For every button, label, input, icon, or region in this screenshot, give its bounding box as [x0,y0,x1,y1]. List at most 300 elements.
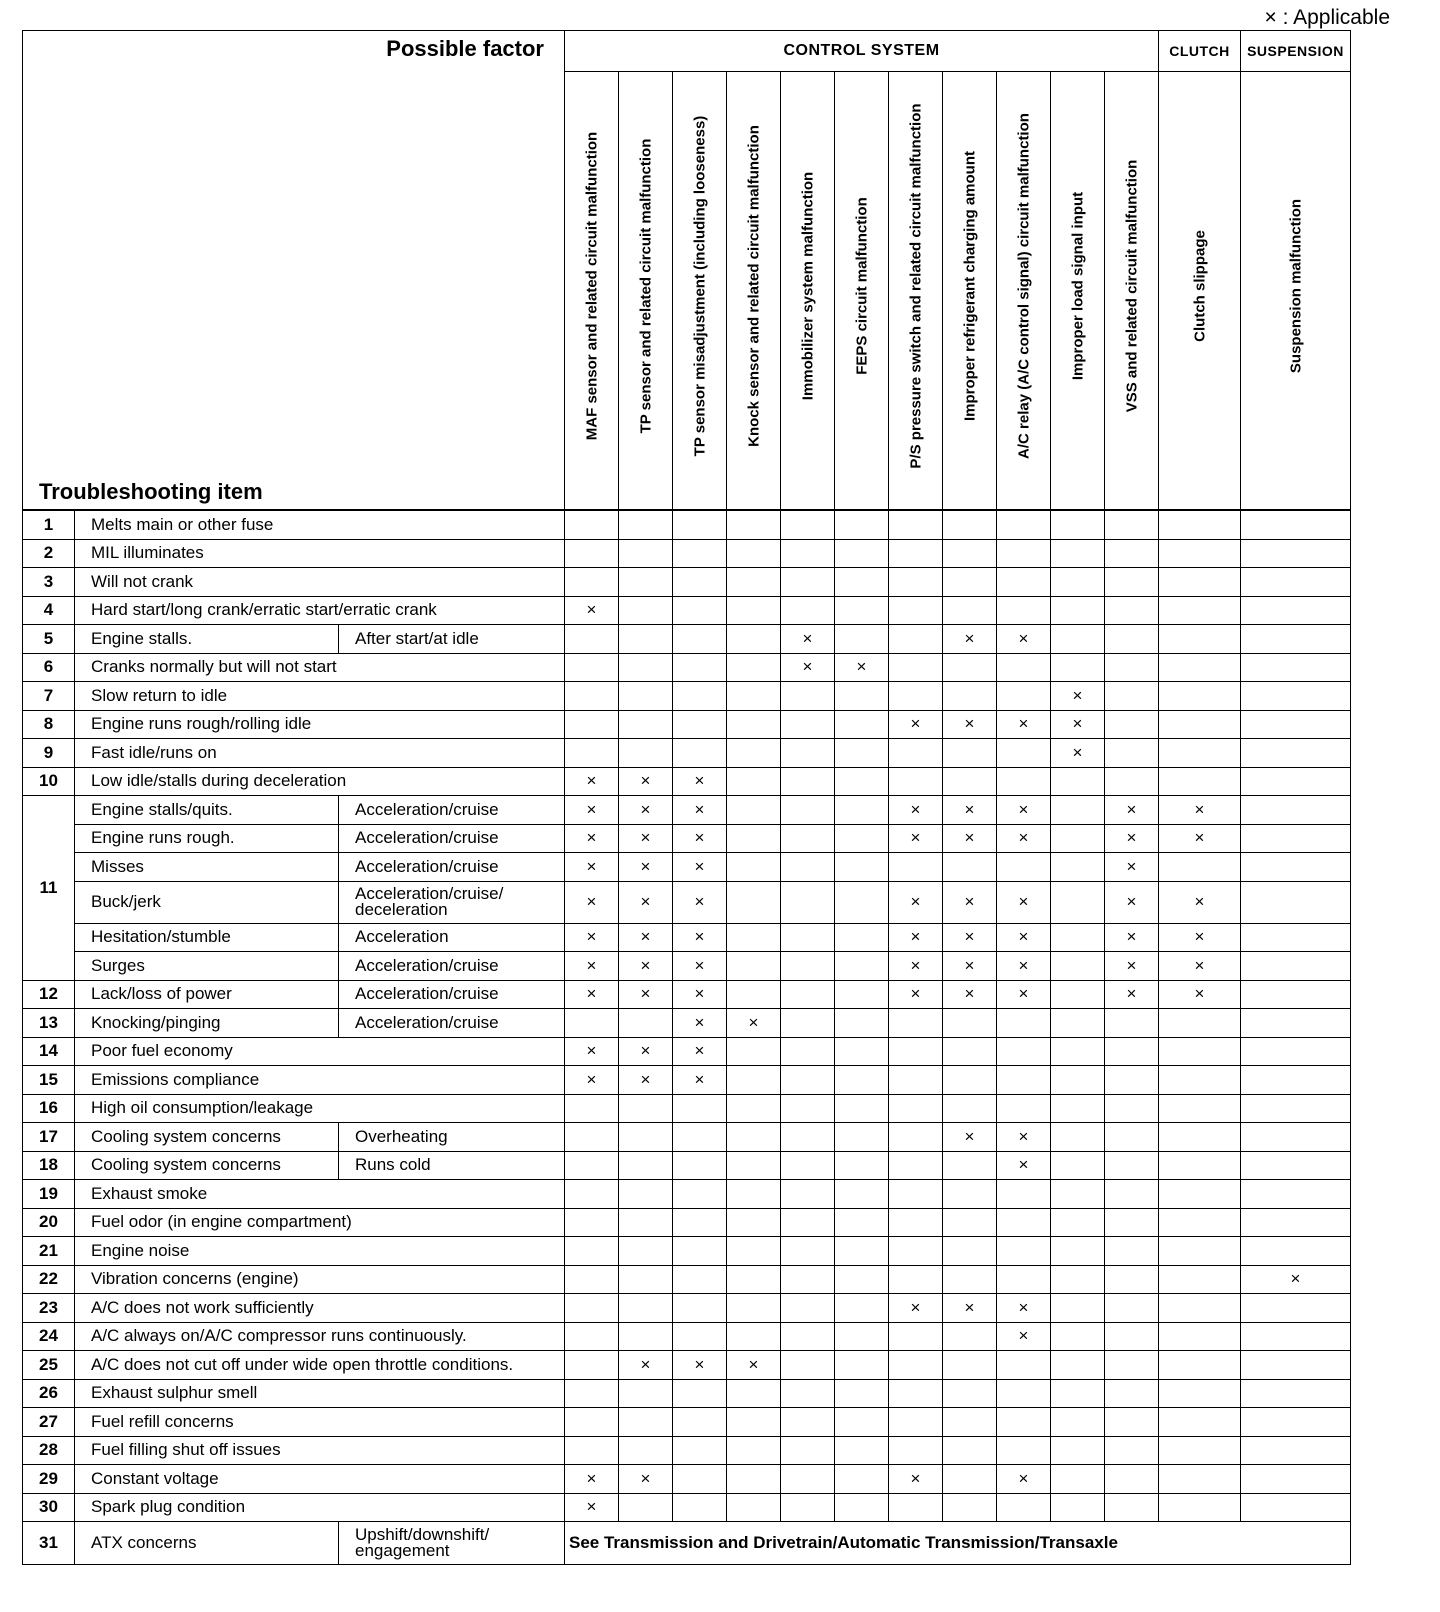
factor-cell [1241,1351,1351,1380]
factor-cell [1105,682,1159,711]
factor-cell [1159,568,1241,597]
factor-cell [943,1151,997,1180]
factor-cell [1241,1294,1351,1323]
applicable-mark: × [1105,853,1159,882]
factor-cell [997,596,1051,625]
factor-header-3 [673,72,727,510]
factor-cell [781,1465,835,1494]
applicable-mark: × [1105,980,1159,1009]
applicable-mark: × [565,1066,619,1095]
factor-cell [889,739,943,768]
factor-cell [781,1265,835,1294]
factor-cell [727,1379,781,1408]
factor-cell [835,739,889,768]
factor-cell [1105,1094,1159,1123]
table-row [23,1123,1351,1152]
factor-cell [1051,1322,1105,1351]
factor-cell [889,1151,943,1180]
applicable-mark: × [1159,824,1241,853]
factor-cell [889,1237,943,1266]
row-number: 19 [23,1180,75,1209]
factor-cell [1105,1408,1159,1437]
factor-cell [727,1322,781,1351]
factor-cell [727,853,781,882]
applicable-mark: × [727,1009,781,1038]
factor-cell [1051,1094,1105,1123]
factor-cell [997,1436,1051,1465]
factor-cell [1051,1294,1105,1323]
factor-cell [727,767,781,796]
factor-cell [673,1123,727,1152]
table-row [23,767,1351,796]
applicable-mark: × [997,1322,1051,1351]
factor-cell [565,682,619,711]
factor-cell [619,1180,673,1209]
applicable-mark: × [943,796,997,825]
troubleshooting-item: Fuel odor (in engine compartment) [75,1208,565,1237]
factor-cell [1241,1151,1351,1180]
condition: Runs cold [339,1151,565,1180]
factor-header-1 [565,72,619,510]
factor-cell [781,1208,835,1237]
row-number: 9 [23,739,75,768]
troubleshooting-table-frame [22,30,1351,1565]
factor-cell [943,1465,997,1494]
applicable-mark: × [619,824,673,853]
factor-cell [889,853,943,882]
legend: × : Applicable [1264,6,1390,29]
factor-cell [619,596,673,625]
applicable-mark: × [997,952,1051,981]
factor-cell [727,1265,781,1294]
factor-cell [1051,1037,1105,1066]
factor-cell [1241,1094,1351,1123]
factor-cell [619,539,673,568]
factor-cell [619,1379,673,1408]
factor-cell [1159,596,1241,625]
factor-cell [997,1094,1051,1123]
factor-cell [565,539,619,568]
troubleshooting-item-label: Troubleshooting item [39,479,263,504]
factor-cell [1105,1465,1159,1494]
factor-cell [727,952,781,981]
table-row [23,853,1351,882]
factor-cell [727,923,781,952]
factor-cell [1105,1037,1159,1066]
factor-cell [565,1351,619,1380]
table-row [23,1009,1351,1038]
applicable-mark: × [619,952,673,981]
row-number: 18 [23,1151,75,1180]
applicable-mark: × [673,796,727,825]
troubleshooting-item: Vibration concerns (engine) [75,1265,565,1294]
factor-cell [997,682,1051,711]
factor-cell [619,510,673,539]
factor-cell [565,568,619,597]
factor-cell [1241,1408,1351,1437]
troubleshooting-item: Hard start/long crank/erratic start/erratic crank [75,596,565,625]
row-number: 15 [23,1066,75,1095]
factor-cell [997,1237,1051,1266]
table-row [23,596,1351,625]
factor-cell [997,1208,1051,1237]
factor-cell [1241,1465,1351,1494]
factor-cell [781,568,835,597]
factor-cell [943,1094,997,1123]
factor-cell [1105,1379,1159,1408]
factor-header-12 [1159,72,1241,510]
factor-cell [1241,596,1351,625]
applicable-mark: × [835,653,889,682]
factor-cell [1241,767,1351,796]
factor-cell [781,1180,835,1209]
row-number: 17 [23,1123,75,1152]
factor-cell [1159,653,1241,682]
factor-cell [727,1436,781,1465]
factor-cell [1105,1493,1159,1522]
factor-cell [997,510,1051,539]
factor-cell [889,1265,943,1294]
factor-cell [619,710,673,739]
factor-cell [781,853,835,882]
factor-cell [1159,1037,1241,1066]
factor-cell [727,1208,781,1237]
factor-cell [781,824,835,853]
factor-cell [1241,824,1351,853]
factor-cell [835,1037,889,1066]
applicable-mark: × [997,1294,1051,1323]
factor-cell [727,710,781,739]
row-number: 20 [23,1208,75,1237]
factor-cell [1051,653,1105,682]
factor-cell [565,1123,619,1152]
factor-cell [727,510,781,539]
group-suspension: SUSPENSION [1241,31,1351,72]
applicable-mark: × [889,1294,943,1323]
table-row [23,1294,1351,1323]
table-row [23,1322,1351,1351]
factor-cell [727,980,781,1009]
factor-cell [1241,952,1351,981]
factor-cell [781,539,835,568]
applicable-mark: × [673,980,727,1009]
factor-cell [619,1208,673,1237]
factor-header-9 [997,72,1051,510]
applicable-mark: × [997,824,1051,853]
factor-cell [835,1123,889,1152]
applicable-mark: × [943,625,997,654]
factor-cell [673,510,727,539]
table-row [23,1379,1351,1408]
applicable-mark: × [943,710,997,739]
applicable-mark: × [1105,952,1159,981]
factor-cell [1051,1009,1105,1038]
factor-cell [835,1208,889,1237]
factor-cell [835,923,889,952]
factor-cell [619,682,673,711]
applicable-mark: × [943,881,997,923]
applicable-mark: × [1105,881,1159,923]
factor-cell [781,1351,835,1380]
row-number: 26 [23,1379,75,1408]
factor-label: VSS and related circuit malfunction [1123,159,1140,413]
factor-cell [565,1408,619,1437]
row-number: 4 [23,596,75,625]
factor-cell [1105,1151,1159,1180]
applicable-mark: × [673,881,727,923]
factor-cell [997,539,1051,568]
factor-cell [835,625,889,654]
troubleshooting-item: Emissions compliance [75,1066,565,1095]
applicable-mark: × [565,923,619,952]
factor-cell [619,1436,673,1465]
table-row [23,1351,1351,1380]
factor-cell [727,881,781,923]
factor-cell [943,596,997,625]
factor-cell [1159,510,1241,539]
factor-cell [889,596,943,625]
factor-cell [1159,1208,1241,1237]
applicable-mark: × [619,1351,673,1380]
factor-cell [889,539,943,568]
applicable-mark: × [889,980,943,1009]
factor-label: P/S pressure switch and related circuit malfunction [907,103,924,469]
factor-cell [1241,1436,1351,1465]
row-number: 5 [23,625,75,654]
applicable-mark: × [565,767,619,796]
factor-cell [1105,568,1159,597]
factor-cell [943,539,997,568]
factor-cell [1159,1379,1241,1408]
factor-cell [943,682,997,711]
factor-label: Improper load signal input [1069,191,1086,381]
applicable-mark: × [619,767,673,796]
factor-cell [565,1237,619,1266]
troubleshooting-item: Cranks normally but will not start [75,653,565,682]
factor-cell [835,796,889,825]
applicable-mark: × [619,881,673,923]
table-row [23,1237,1351,1266]
factor-cell [781,1123,835,1152]
applicable-mark: × [997,923,1051,952]
factor-cell [619,739,673,768]
factor-cell [1105,1237,1159,1266]
troubleshooting-item: MIL illuminates [75,539,565,568]
table-row [23,568,1351,597]
factor-cell [889,1436,943,1465]
troubleshooting-item: Surges [75,952,339,981]
factor-header-7 [889,72,943,510]
factor-cell [997,739,1051,768]
applicable-mark: × [565,980,619,1009]
row-number: 16 [23,1094,75,1123]
factor-cell [835,682,889,711]
factor-cell [781,1009,835,1038]
factor-cell [943,1237,997,1266]
factor-cell [781,1037,835,1066]
factor-cell [781,1066,835,1095]
factor-cell [673,1208,727,1237]
possible-factor-label: Possible factor [386,36,544,61]
factor-cell [673,1151,727,1180]
applicable-mark: × [673,853,727,882]
factor-cell [673,1408,727,1437]
factor-cell [1105,1322,1159,1351]
row-number: 29 [23,1465,75,1494]
troubleshooting-item: Spark plug condition [75,1493,565,1522]
row-number: 2 [23,539,75,568]
factor-cell [1159,539,1241,568]
factor-cell [1051,1408,1105,1437]
factor-cell [1241,881,1351,923]
factor-cell [835,539,889,568]
factor-header-6 [835,72,889,510]
factor-cell [781,510,835,539]
factor-cell [1105,739,1159,768]
table-row [23,1151,1351,1180]
applicable-mark: × [619,1066,673,1095]
factor-cell [673,1436,727,1465]
factor-cell [1105,653,1159,682]
applicable-mark: × [673,952,727,981]
factor-cell [565,1379,619,1408]
factor-cell [835,1493,889,1522]
factor-cell [943,853,997,882]
factor-cell [1159,1351,1241,1380]
table-row [23,625,1351,654]
row-number: 7 [23,682,75,711]
factor-cell [1105,625,1159,654]
troubleshooting-item: Cooling system concerns [75,1151,339,1180]
applicable-mark: × [727,1351,781,1380]
factor-cell [1051,824,1105,853]
factor-cell [1051,1208,1105,1237]
factor-cell [1051,853,1105,882]
applicable-mark: × [1105,824,1159,853]
factor-cell [565,1208,619,1237]
factor-cell [727,1408,781,1437]
troubleshooting-item: Engine stalls/quits. [75,796,339,825]
factor-cell [835,853,889,882]
factor-cell [1241,682,1351,711]
factor-cell [565,1294,619,1323]
applicable-mark: × [673,1066,727,1095]
factor-cell [1105,767,1159,796]
table-row [23,1265,1351,1294]
troubleshooting-item: Constant voltage [75,1465,565,1494]
condition: Acceleration/cruise [339,1009,565,1038]
table-row [23,1493,1351,1522]
factor-cell [781,1379,835,1408]
row-number: 22 [23,1265,75,1294]
factor-cell [673,1294,727,1323]
troubleshooting-table [22,30,1351,1565]
factor-cell [565,710,619,739]
condition: Acceleration/cruise [339,824,565,853]
table-row [23,923,1351,952]
factor-cell [781,596,835,625]
applicable-mark: × [1159,980,1241,1009]
factor-cell [781,1294,835,1323]
factor-cell [673,739,727,768]
factor-cell [727,1465,781,1494]
factor-cell [1105,1294,1159,1323]
factor-cell [1159,1294,1241,1323]
factor-cell [727,653,781,682]
factor-cell [1241,568,1351,597]
factor-cell [619,1493,673,1522]
factor-cell [835,1009,889,1038]
applicable-mark: × [619,1037,673,1066]
factor-cell [997,1037,1051,1066]
applicable-mark: × [619,923,673,952]
factor-cell [1105,1066,1159,1095]
factor-cell [1105,510,1159,539]
factor-cell [1051,1066,1105,1095]
factor-cell [727,1180,781,1209]
factor-label: FEPS circuit malfunction [853,197,870,375]
factor-cell [781,952,835,981]
table-row [23,1094,1351,1123]
factor-cell [1159,1408,1241,1437]
applicable-mark: × [673,767,727,796]
factor-cell [889,1094,943,1123]
factor-cell [1241,1322,1351,1351]
factor-cell [1159,1465,1241,1494]
factor-cell [619,1294,673,1323]
troubleshooting-item: Low idle/stalls during deceleration [75,767,565,796]
table-row [23,710,1351,739]
factor-cell [781,1322,835,1351]
applicable-mark: × [565,1465,619,1494]
applicable-mark: × [619,796,673,825]
troubleshooting-item: Slow return to idle [75,682,565,711]
factor-cell [835,1294,889,1323]
factor-cell [565,1180,619,1209]
see-reference-note: See Transmission and Drivetrain/Automatic Transmission/Transaxle [565,1522,1351,1565]
header-corner [23,31,565,511]
factor-cell [1051,796,1105,825]
factor-cell [1241,539,1351,568]
factor-cell [1105,1123,1159,1152]
applicable-mark: × [943,1294,997,1323]
factor-cell [781,710,835,739]
factor-cell [1241,1009,1351,1038]
applicable-mark: × [889,710,943,739]
table-row [23,796,1351,825]
factor-cell [727,1066,781,1095]
applicable-mark: × [889,952,943,981]
factor-cell [565,1094,619,1123]
factor-cell [673,653,727,682]
applicable-mark: × [619,980,673,1009]
applicable-mark: × [889,824,943,853]
factor-cell [1241,1493,1351,1522]
troubleshooting-item: Will not crank [75,568,565,597]
factor-cell [997,1493,1051,1522]
factor-cell [1159,1322,1241,1351]
troubleshooting-item: Engine runs rough/rolling idle [75,710,565,739]
factor-cell [889,1123,943,1152]
factor-cell [781,682,835,711]
factor-cell [1159,853,1241,882]
factor-cell [835,1237,889,1266]
row-number: 31 [23,1522,75,1565]
factor-cell [835,710,889,739]
factor-header-10 [1051,72,1105,510]
applicable-mark: × [943,980,997,1009]
applicable-mark: × [997,625,1051,654]
